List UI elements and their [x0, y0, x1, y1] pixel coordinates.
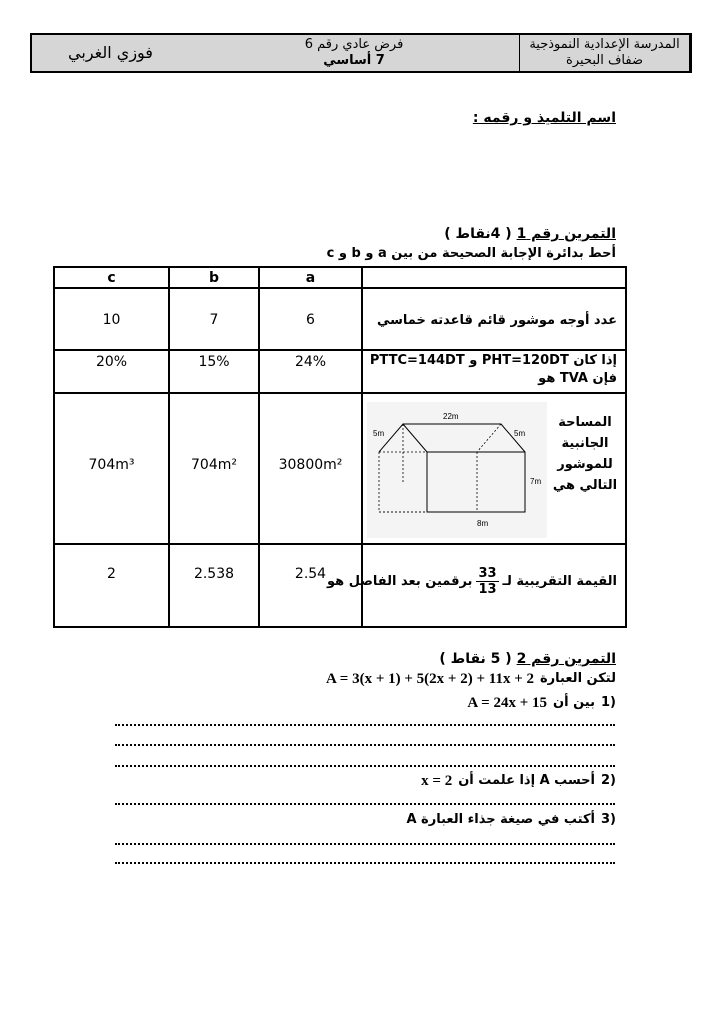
- row3-question-line2: الجانبية: [561, 436, 609, 451]
- row4-question-post: برقمين بعد الفاصل هو: [327, 574, 473, 589]
- question1-text: بين أن: [553, 695, 595, 710]
- row1-answer-a[interactable]: 6: [306, 312, 315, 328]
- exercise1-points: ( 4نقاط ): [444, 226, 512, 242]
- question1-expression: A = 24x + 15: [467, 695, 548, 711]
- row1-question: عدد أوجه موشور قائم قاعدته خماسي: [376, 313, 617, 328]
- row2-answer-a[interactable]: 24%: [294, 354, 327, 370]
- qcm-table: [53, 266, 627, 628]
- exam-title: فرض عادي رقم 6: [304, 37, 404, 52]
- answer-line[interactable]: [115, 860, 615, 864]
- question1-line: [467, 695, 616, 712]
- row4-fraction: [476, 566, 498, 597]
- school-name: المدرسة الإعدادية النموذجية: [529, 37, 680, 52]
- row3-answer-a[interactable]: 30800m²: [278, 457, 343, 473]
- row1-answer-b[interactable]: 7: [209, 312, 219, 328]
- row2-question-line2: فإن TVA هو: [538, 371, 617, 386]
- figure-label-right-top: 5m: [514, 429, 526, 438]
- question2-number: 2): [601, 773, 616, 788]
- exercise1-instruction: أحط بدائرة الإجابة الصحيحة من بين a و b و c: [326, 246, 616, 261]
- exercise2-points: ( 5 نقاط ): [439, 651, 512, 667]
- row2-answer-c[interactable]: 20%: [95, 354, 128, 370]
- row4-answer-c[interactable]: 2: [107, 566, 116, 582]
- question3-number: 3): [601, 812, 616, 827]
- answer-line[interactable]: [115, 801, 615, 805]
- row2-question: [370, 352, 617, 388]
- column-header-a: a: [305, 270, 316, 286]
- school-location: ضفاف البحيرة: [566, 53, 643, 68]
- row1-answer-c[interactable]: 10: [102, 312, 121, 328]
- row3-question-line1: المساحة: [558, 415, 612, 430]
- row3-question-line3: للموشور: [557, 457, 613, 472]
- exercise2-intro-line: [326, 671, 616, 688]
- exercise2-expression: A = 3(x + 1) + 5(2x + 2) + 11x + 2: [326, 671, 534, 687]
- row4-answer-a[interactable]: 2.54: [294, 566, 327, 582]
- exercise2-title: التمرين رقم 2: [516, 651, 616, 667]
- question2-line: [421, 773, 616, 790]
- row4-fraction-numerator: 33: [478, 566, 497, 581]
- exam-level: 7 أساسي: [323, 53, 385, 68]
- exercise1-heading: [444, 226, 616, 242]
- figure-label-left: 5m: [373, 429, 385, 438]
- school-cell: [520, 35, 690, 71]
- question3-text: أكتب في صيغة جذاء العبارة A: [406, 812, 595, 827]
- figure-label-bottom: 8m: [477, 519, 489, 528]
- figure-label-right-side: 7m: [530, 477, 542, 486]
- figure-label-top: 22m: [443, 412, 459, 421]
- exercise1-title: التمرين رقم 1: [516, 226, 616, 242]
- student-name-label: اسم التلميذ و رقمه :: [472, 110, 616, 126]
- row2-question-line1: إذا كان PHT=120DT و PTTC=144DT: [369, 353, 617, 368]
- column-header-c: c: [107, 270, 116, 286]
- prism-figure: [367, 402, 547, 538]
- answer-line[interactable]: [115, 722, 615, 726]
- row4-answer-b[interactable]: 2.538: [193, 566, 235, 582]
- row4-question-pre: القيمة التقريبية لـ: [502, 574, 617, 589]
- row3-question: [549, 412, 621, 496]
- row3-question-line4: التالي هي: [552, 478, 618, 493]
- answer-line[interactable]: [115, 763, 615, 767]
- exercise2-intro: لتكن العبارة: [540, 671, 616, 686]
- teacher-name: فوزي الغربي: [68, 43, 153, 62]
- answer-line[interactable]: [115, 841, 615, 845]
- exercise2-heading: [439, 651, 616, 667]
- exam-cell: [189, 35, 520, 71]
- question2-expression: x = 2: [421, 773, 453, 789]
- question1-number: 1): [601, 695, 616, 710]
- row2-answer-b[interactable]: 15%: [198, 354, 230, 370]
- question3-line: [406, 812, 616, 827]
- row3-answer-c[interactable]: 704m³: [88, 457, 135, 473]
- question2-text: أحسب A إذا علمت أن: [458, 773, 595, 788]
- header-box: [30, 33, 692, 73]
- answer-line[interactable]: [115, 742, 615, 746]
- teacher-cell: [32, 35, 189, 71]
- row4-fraction-denominator: 13: [478, 582, 497, 597]
- column-header-b: b: [208, 270, 220, 286]
- row4-question: [327, 566, 617, 597]
- row3-answer-b[interactable]: 704m²: [191, 457, 237, 473]
